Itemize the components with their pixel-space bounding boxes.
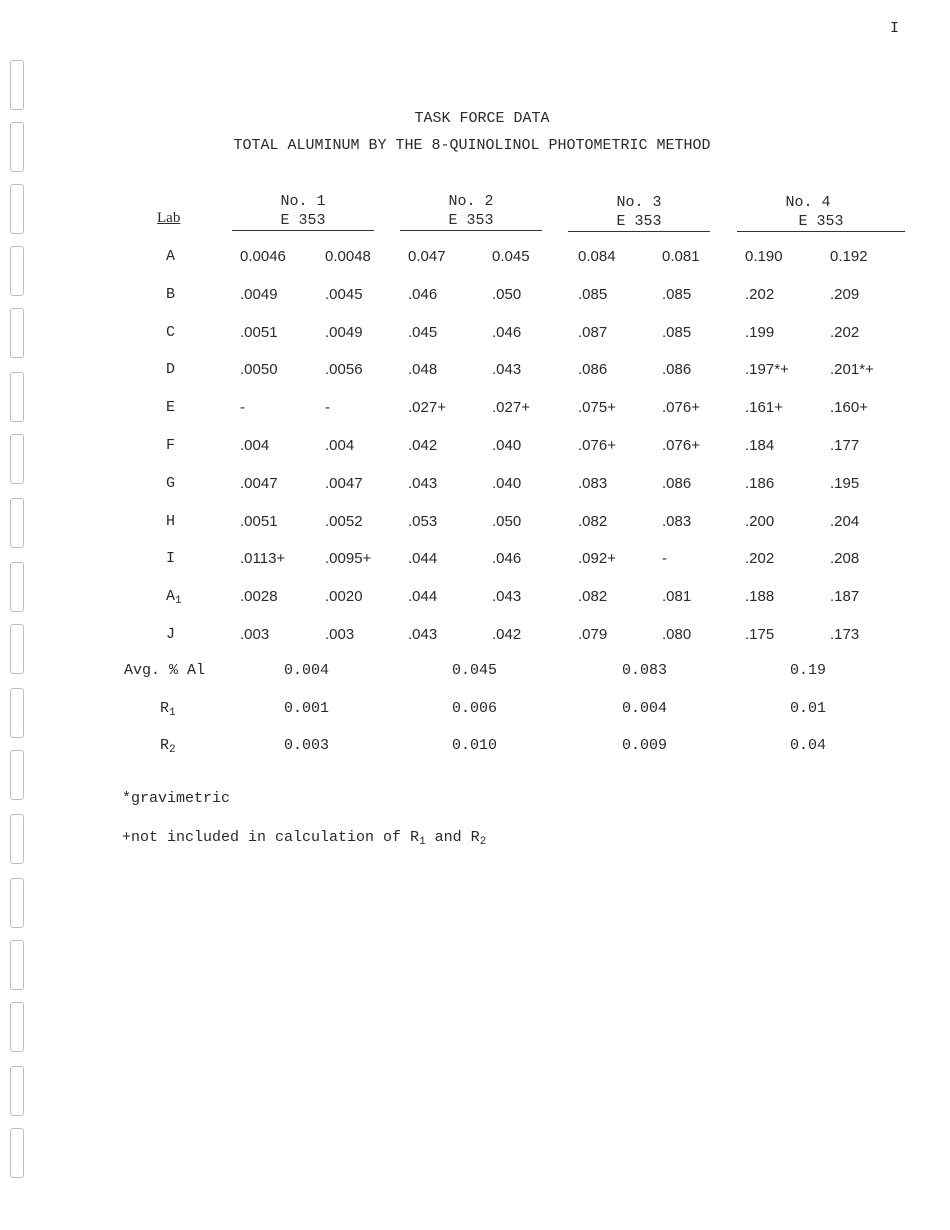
table-cell: .0049 (325, 323, 363, 341)
stat-value: 0.010 (452, 737, 498, 754)
table-cell: .043 (492, 588, 522, 606)
lab-label: D (166, 361, 176, 379)
table-cell: 0.047 (408, 248, 446, 265)
table-cell: .177 (830, 437, 860, 454)
stat-value: 0.006 (452, 699, 498, 717)
table-cell: .085 (578, 285, 608, 303)
stat-value: 0.045 (452, 662, 498, 679)
table-cell: .0047 (325, 474, 363, 492)
sample-material: E 353 (568, 212, 710, 232)
table-cell: 0.081 (662, 248, 700, 265)
lab-column-header: Lab (157, 210, 181, 226)
table-cell: .003 (240, 626, 270, 643)
table-cell: .085 (662, 285, 692, 303)
lab-label: G (166, 474, 176, 492)
table-cell: 0.0048 (325, 248, 371, 265)
table-cell: .043 (492, 361, 522, 379)
table-cell: .046 (492, 323, 522, 341)
table-cell: .043 (408, 626, 438, 643)
binder-holes (6, 0, 32, 1230)
stat-label: Avg. % Al (124, 662, 206, 679)
table-cell: - (325, 399, 330, 417)
table-cell: .048 (408, 361, 438, 379)
table-cell: .202 (830, 323, 860, 341)
table-cell: .043 (408, 474, 438, 492)
stat-value: 0.01 (790, 699, 827, 717)
table-cell: .0095+ (325, 550, 372, 568)
table-cell: .0052 (325, 512, 363, 530)
table-cell: - (662, 550, 667, 568)
sample-header-1 (232, 192, 374, 231)
table-cell: .0051 (240, 323, 278, 341)
table-cell: .076+ (578, 437, 616, 454)
lab-label: A (166, 248, 176, 265)
table-cell: .044 (408, 588, 438, 606)
table-cell: .197*+ (745, 361, 789, 379)
table-cell: .027+ (492, 399, 530, 417)
table-cell: .050 (492, 285, 522, 303)
sample-name: No. 1 (280, 193, 326, 210)
table-cell: .0049 (240, 285, 278, 303)
footnote-excluded: +not included in calculation of $R_1$ and $R_2$ (122, 829, 487, 848)
table-cell: .204 (830, 512, 860, 530)
sample-header-4 (737, 193, 905, 232)
lab-label: J (166, 626, 176, 643)
table-cell: .173 (830, 626, 860, 643)
stat-label: $R_1$ (160, 699, 176, 719)
table-cell: .080 (662, 626, 692, 643)
table-cell: .083 (662, 512, 692, 530)
table-cell: .202 (745, 550, 775, 568)
page-number: I (890, 20, 900, 37)
lab-label: H (166, 512, 176, 530)
table-cell: .076+ (662, 399, 700, 417)
table-cell: .087 (578, 323, 608, 341)
table-cell: .161+ (745, 399, 783, 417)
table-cell: .200 (745, 512, 775, 530)
table-cell: .046 (492, 550, 522, 568)
sample-material: E 353 (400, 211, 542, 231)
table-cell: .046 (408, 285, 438, 303)
stat-label: $R_2$ (160, 737, 176, 756)
table-cell: .086 (662, 474, 692, 492)
sample-material: E 353 (737, 212, 905, 232)
footnote-gravimetric: *gravimetric (122, 790, 231, 807)
table-cell: .004 (240, 437, 270, 454)
table-cell: 0.192 (830, 248, 868, 265)
table-cell: .086 (662, 361, 692, 379)
table-cell: .076+ (662, 437, 700, 454)
stat-value: 0.003 (284, 737, 330, 754)
table-cell: .0051 (240, 512, 278, 530)
table-cell: .075+ (578, 399, 616, 417)
table-cell: .027+ (408, 399, 446, 417)
table-cell: .0056 (325, 361, 363, 379)
table-cell: .079 (578, 626, 608, 643)
table-cell: .202 (745, 285, 775, 303)
lab-label: I (166, 550, 176, 568)
table-cell: - (240, 399, 245, 417)
table-cell: .044 (408, 550, 438, 568)
table-cell: .086 (578, 361, 608, 379)
table-cell: .0028 (240, 588, 278, 606)
sample-material: E 353 (232, 211, 374, 231)
lab-label: C (166, 323, 176, 341)
table-cell: .003 (325, 626, 355, 643)
sample-name: No. 4 (785, 194, 831, 211)
table-cell: .004 (325, 437, 355, 454)
table-cell: .184 (745, 437, 775, 454)
table-cell: .053 (408, 512, 438, 530)
stat-value: 0.083 (622, 662, 668, 679)
table-cell: .187 (830, 588, 860, 606)
table-cell: .092+ (578, 550, 616, 568)
table-cell: .199 (745, 323, 775, 341)
table-cell: .081 (662, 588, 692, 606)
table-cell: 0.190 (745, 248, 783, 265)
stat-value: 0.001 (284, 699, 330, 717)
sample-name: No. 3 (616, 194, 662, 211)
table-cell: .085 (662, 323, 692, 341)
lab-label: $A_1$ (166, 588, 182, 608)
table-cell: .042 (408, 437, 438, 454)
table-cell: .208 (830, 550, 860, 568)
table-cell: .186 (745, 474, 775, 492)
table-cell: .209 (830, 285, 860, 303)
table-cell: .083 (578, 474, 608, 492)
table-cell: .0020 (325, 588, 363, 606)
table-cell: .082 (578, 588, 608, 606)
table-cell: .195 (830, 474, 860, 492)
table-cell: .0047 (240, 474, 278, 492)
lab-label: B (166, 285, 176, 303)
stat-value: 0.004 (622, 699, 668, 717)
stat-value: 0.009 (622, 737, 668, 754)
table-cell: 0.0046 (240, 248, 286, 265)
table-cell: .042 (492, 626, 522, 643)
stat-value: 0.004 (284, 662, 330, 679)
table-cell: 0.084 (578, 248, 616, 265)
sample-header-3 (568, 193, 710, 232)
lab-label: E (166, 399, 176, 417)
sample-name: No. 2 (448, 193, 494, 210)
lab-label: F (166, 437, 176, 454)
table-cell: .040 (492, 474, 522, 492)
table-cell: .175 (745, 626, 775, 643)
stat-value: 0.04 (790, 737, 827, 754)
table-cell: .0050 (240, 361, 278, 379)
table-cell: 0.045 (492, 248, 530, 265)
page-subtitle: TOTAL ALUMINUM BY THE 8-QUINOLINOL PHOTOMETRIC METHOD (233, 137, 711, 154)
sample-header-2 (400, 192, 542, 231)
table-cell: .0113+ (240, 550, 286, 568)
stat-value: 0.19 (790, 662, 827, 679)
table-cell: .040 (492, 437, 522, 454)
table-cell: .045 (408, 323, 438, 341)
table-cell: .188 (745, 588, 775, 606)
table-cell: .050 (492, 512, 522, 530)
table-cell: .082 (578, 512, 608, 530)
table-cell: .160+ (830, 399, 868, 417)
table-cell: .0045 (325, 285, 363, 303)
table-cell: .201*+ (830, 361, 874, 379)
page-title: TASK FORCE DATA (414, 110, 550, 127)
